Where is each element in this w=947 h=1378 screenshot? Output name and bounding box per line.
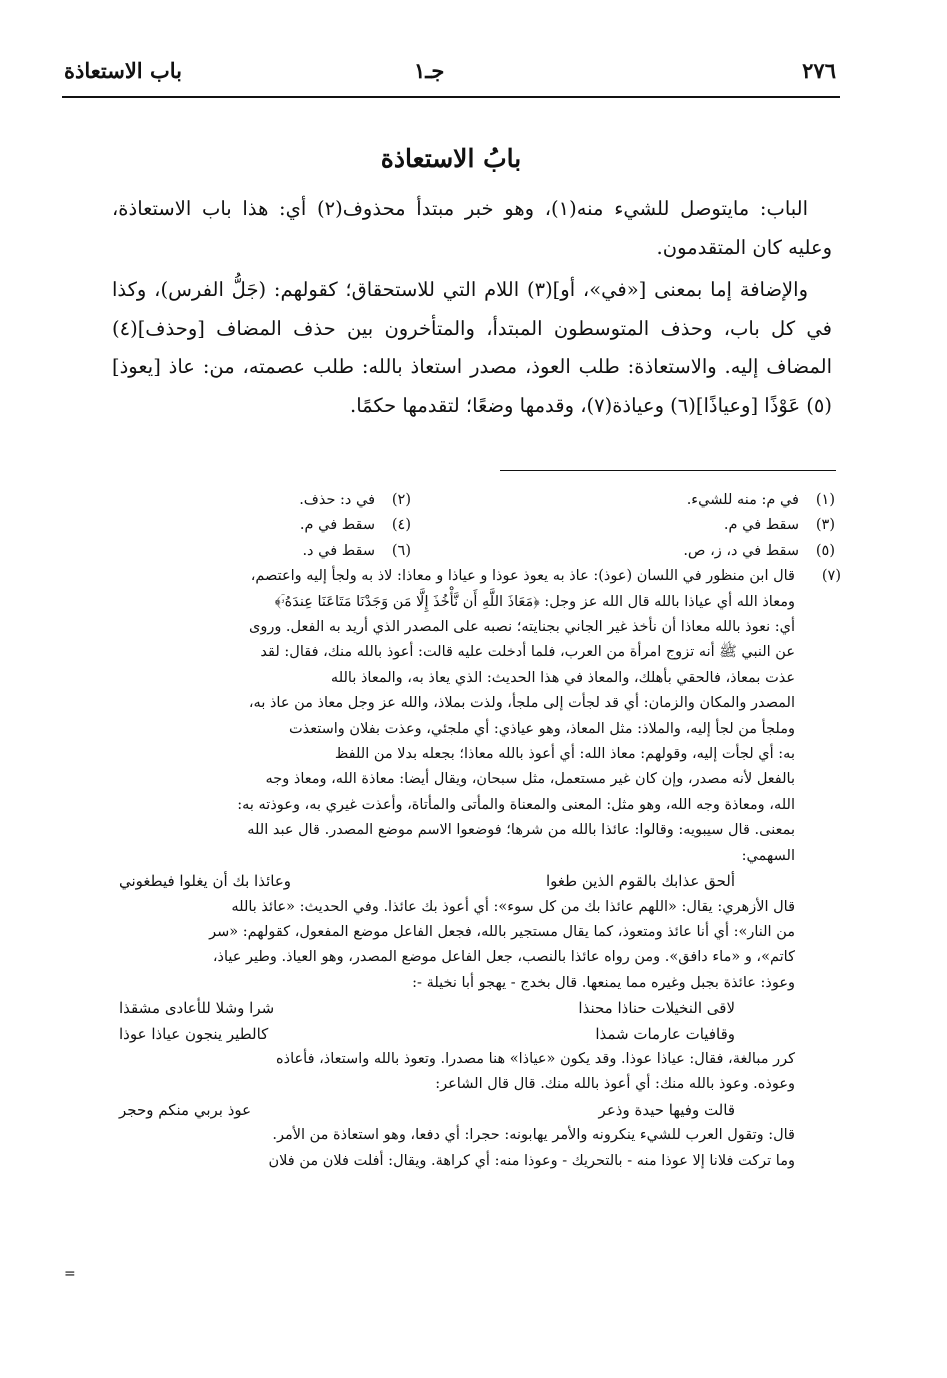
- paragraph: الباب: مايتوصل للشيء منه(١)، وهو خبر مبتدأ محذوف(٢) أي: هذا باب الاستعاذة، وعليه كان المتقدمون.: [112, 197, 832, 259]
- footnote: (١)في م: منه للشيء.: [686, 492, 835, 508]
- footnote-7: [107, 564, 841, 1174]
- footnote: (٢)في د: حذف.: [299, 492, 411, 508]
- footnote-line: وعوذه. وعوذ بالله منك: أي أعوذ بالله منك. قال قال الشاعر:: [435, 1076, 795, 1093]
- footnote-line: وعوذ: عائذة بجبل وغيره مما يمنعها. قال بخدج - يهجو أبا نخيلة -:: [412, 974, 795, 991]
- footnote-line: عن النبي ﷺ أنه تزوج امرأة من العرب، فلما أدخلت عليه قالت: أعوذ بالله منك، فقال: لقد: [260, 644, 795, 661]
- footnote-line: السهمي:: [741, 847, 795, 864]
- footnote-line: المصدر والمكان والزمان: أي قد لجأت إلى ملجأ، ولذت بملاذ، والله عز وجل معاذ من عاذ به،: [248, 695, 795, 712]
- hemistich: وعائذا بك أن يغلوا فيطغوني: [119, 872, 292, 891]
- volume-label: جـ١: [414, 58, 445, 83]
- footnote-number: (٧): [821, 568, 841, 585]
- running-chapter-title: باب الاستعاذة: [64, 58, 182, 83]
- hemistich: وقافيات عارمات شمذا: [595, 1024, 735, 1043]
- footnote-line: الله، ومعاذة وجه الله، وهو مثل: المعنى والمعناة والمأتى والمأتاة، وأعذت غيري به، وعوذته به:: [237, 796, 795, 813]
- hemistich: قالت وفيها حيدة وذعر: [598, 1100, 735, 1119]
- hemistich: عوذ بربي منكم وحجر: [119, 1100, 252, 1119]
- footnote-line: قال الأزهري: يقال: «اللهم عائذا بك من كل سوء»: أي أعوذ بك عائذا. وفي الحديث: «عائذ بالله: [231, 898, 795, 915]
- short-footnotes: [107, 488, 835, 564]
- header-rule: [62, 96, 840, 98]
- chapter-heading: بابُ الاستعاذة: [380, 144, 522, 173]
- footnote-line: كاتم»، و «ماء دافق». ومن رواه عائذا بالنصب، جعل الفاعل موضع المصدر، وهو العياذ. وطير عياذ،: [212, 949, 795, 966]
- hemistich: ألحق عذابك بالقوم الذين طغوا: [545, 872, 735, 891]
- verse: [107, 1098, 795, 1123]
- running-header: [62, 58, 840, 94]
- footnote-line: أي: نعوذ بالله معاذا أن نأخذ غير الجاني بجنايته؛ نصبه على المصدر الذي أريد به الفعل. وروى: [248, 619, 795, 636]
- footnote-line: ومعاذ الله أي عياذا بالله قال الله عز وجل: ﴿مَعَاذَ اللَّهِ أَن نَّأْخُذَ إِلَّا مَن وَجَدْنَا مَتَاعَنَا عِندَهُۥٓ﴾: [274, 593, 795, 610]
- verse: [107, 869, 795, 894]
- footnote-line: كرر مبالغة، فقال: عياذا عوذا. وقد يكون «عياذا» هنا مصدرا. وتعوذ بالله واستعاذ، فأعاذه: [276, 1050, 795, 1067]
- verse: [107, 1022, 795, 1047]
- verse: [107, 996, 795, 1021]
- continuation-mark: =: [64, 1266, 76, 1282]
- main-text: [112, 190, 832, 429]
- footnote: (٣)سقط في م.: [723, 517, 835, 534]
- footnote: (٥)سقط في د، ز، ص.: [683, 542, 835, 559]
- footnote-separator: [500, 470, 836, 471]
- footnote: (٤)سقط في م.: [299, 517, 411, 534]
- page-number: ٢٧٦: [802, 58, 836, 83]
- hemistich: شرا وشلا للأعادى مشقذا: [119, 999, 275, 1018]
- footnote-line: وما تركت فلانا إلا عوذا منه - بالتحريك - وعوذا منه: أي كراهة. ويقال: أفلت فلان من فلان: [268, 1152, 795, 1169]
- footnote-line: عذت بمعاذ، فالحقي بأهلك، والمعاذ في هذا الحديث: الذي يعاذ به، والمعاذ بالله: [330, 669, 795, 686]
- footnote-line: بمعنى. قال سيبويه: وقالوا: عائذا بالله من شرها؛ فوضعوا الاسم موضع المصدر. قال عبد الله: [247, 822, 795, 839]
- footnote-line: به: أي لجأت إليه، وقولهم: معاذ الله: أي أعوذ بالله معاذا؛ بجعله بدلا من اللفظ: [334, 746, 795, 763]
- footnote-line: وملجأ من لجأ إليه، والملاذ: مثل المعاذ، وهو عياذي: أي ملجئي، وعذت بفلان واستعذت: [289, 720, 795, 737]
- hemistich: كالطير ينجون عياذا عوذا: [119, 1024, 269, 1043]
- paragraph: والإضافة إما بمعنى [«في»، أو](٣) اللام التي للاستحقاق؛ كقولهم: (جَلُّ الفرس)، وكذا في كل باب، وحذف المتوسطون المبتدأ، والمتأخرون بين حذف المضاف [وحذف](٤) المضاف إليه. والاستعاذة: طلب العوذ، مصدر استعاذ بالله: طلب عصمته، من: عاذ [يعوذ](٥) عَوْذًا [وعياذًا](٦) وعياذة(٧)، وقدمها وضعًا؛ لتقدمها حكمًا.: [112, 278, 832, 417]
- hemistich: لاقى النخيلات حناذا محنذا: [578, 999, 735, 1018]
- footnote-line: قال ابن منظور في اللسان (عوذ): عاذ به يعوذ عوذا و عياذا و معاذا: لاذ به ولجأ إليه واعتصم،: [250, 568, 795, 585]
- footnote-line: قال: وتقول العرب للشيء ينكرونه والأمر يهابونه: حجرا: أي دفعا، وهو استعاذة من الأمر.: [272, 1127, 795, 1144]
- footnote-line: بالفعل لأنه مصدر، وإن كان غير مستعمل، مثل سبحان، ويقال أيضا: معاذة الله، ومعاذ وجه: [265, 771, 795, 788]
- footnote: (٦)سقط في د.: [302, 542, 411, 559]
- footnote-line: من النار»: أي أنا عائذ ومتعوذ، كما يقال مستجير بالله، فجعل الفاعل موضع المفعول، كقولهم: «سر: [209, 923, 795, 940]
- footnotes: [107, 488, 841, 1174]
